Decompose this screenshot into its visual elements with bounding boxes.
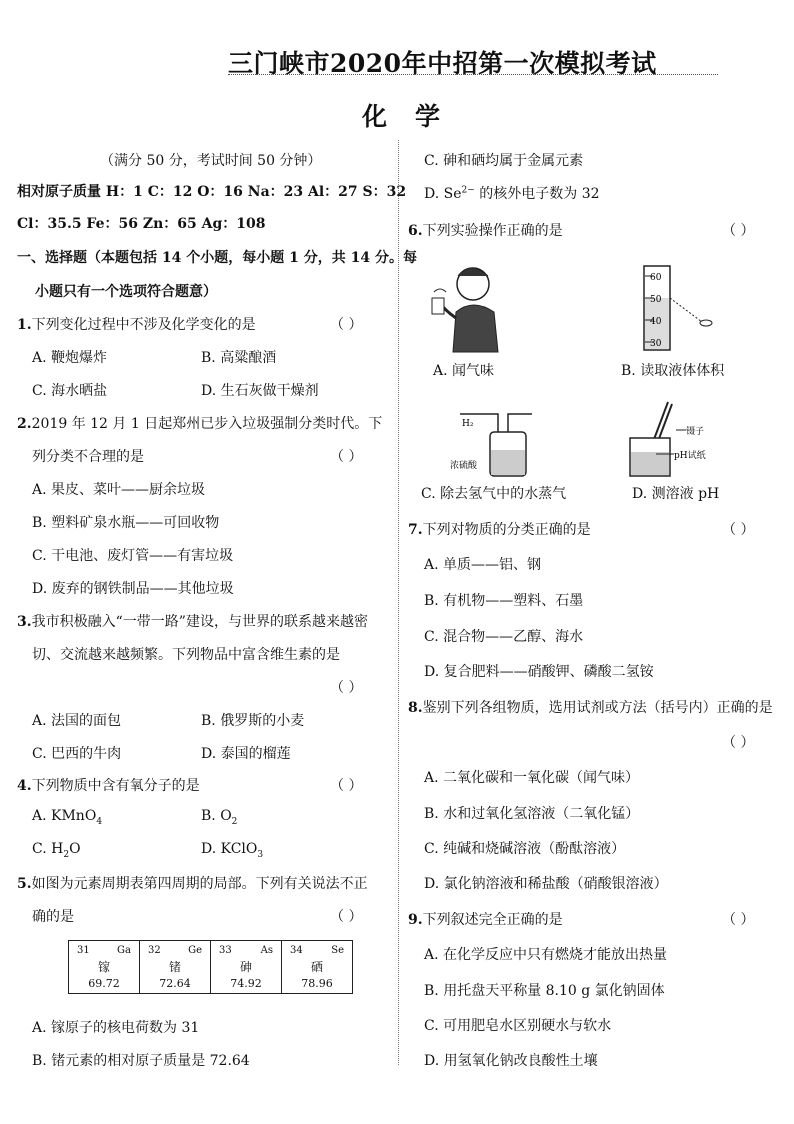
question-text: 下列变化过程中不涉及化学变化的是 <box>31 317 256 333</box>
answer-blank[interactable]: （ ） <box>330 778 363 794</box>
q2-option-d[interactable]: D. 废弃的钢铁制品——其他垃圾 <box>32 581 234 597</box>
q8-option-c[interactable]: C. 纯碱和烧碱溶液（酚酞溶液） <box>424 841 626 857</box>
element-cell-ge <box>140 941 211 994</box>
q8-option-d[interactable]: D. 氯化钠溶液和稀盐酸（硝酸银溶液） <box>424 876 668 892</box>
scale-label: 50 <box>650 295 662 305</box>
question-number: 6. <box>408 223 423 239</box>
answer-blank[interactable]: （ ） <box>330 909 363 925</box>
q2-option-b[interactable]: B. 塑料矿泉水瓶——可回收物 <box>32 515 220 531</box>
scale-label: 30 <box>650 339 662 349</box>
answer-blank[interactable]: （ ） <box>722 522 755 538</box>
acid-label: 浓硫酸 <box>450 461 478 471</box>
atomic-mass: 72.64 <box>159 977 191 990</box>
element-name: 砷 <box>239 960 252 974</box>
element-name: 硒 <box>310 960 323 974</box>
question-number: 4. <box>17 778 32 794</box>
atomic-mass-line-2: Cl：35.5 Fe：56 Zn：65 Ag：108 <box>17 216 266 232</box>
question-text: 如图为元素周期表第四周期的局部。下列有关说法不正 <box>31 876 368 892</box>
question-9-stem <box>408 909 563 929</box>
subscript: 3 <box>257 849 264 860</box>
subscript: 2 <box>63 849 70 860</box>
section-title-line-1: 一、选择题（本题包括 14 个小题，每小题 1 分，共 14 分。每 <box>17 250 417 266</box>
question-text: 2019 年 12 月 1 日起郑州已步入垃圾强制分类时代。下 <box>31 416 383 432</box>
section-title-line-2: 小题只有一个选项符合题意） <box>35 284 217 300</box>
element-symbol: Ga <box>117 945 131 956</box>
q2-option-c[interactable]: C. 干电池、废灯管——有害垃圾 <box>32 548 234 564</box>
option-text: A. KMnO <box>32 808 97 824</box>
question-text: 下列实验操作正确的是 <box>422 223 563 239</box>
question-5-stem-line-2: 确的是 <box>32 909 74 925</box>
q5-option-b[interactable]: B. 锗元素的相对原子质量是 72.64 <box>32 1053 250 1069</box>
q8-option-b[interactable]: B. 水和过氧化氢溶液（二氧化锰） <box>424 806 640 822</box>
tweezers-label: 镊子 <box>686 427 705 437</box>
q3-option-b[interactable]: B. 俄罗斯的小麦 <box>201 713 305 729</box>
q7-option-b[interactable]: B. 有机物——塑料、石墨 <box>424 593 584 609</box>
answer-blank[interactable]: （ ） <box>722 912 755 928</box>
question-2-stem-line-2: 列分类不合理的是 <box>32 449 144 465</box>
q6-option-b[interactable]: B. 读取液体体积 <box>621 363 725 379</box>
element-cell-se <box>282 941 353 994</box>
question-number: 5. <box>17 876 32 892</box>
question-number: 8. <box>408 700 423 716</box>
waft-line <box>434 289 446 292</box>
question-3-stem-line-2: 切、交流越来越频繁。下列物品中富含维生素的是 <box>32 647 340 663</box>
q4-option-a[interactable] <box>32 808 102 827</box>
answer-blank[interactable]: （ ） <box>722 223 755 239</box>
question-text: 下列物质中含有氧分子的是 <box>31 778 200 794</box>
question-number: 3. <box>17 614 32 630</box>
q1-option-d[interactable]: D. 生石灰做干燥剂 <box>201 383 319 399</box>
exam-title: 三门峡市2020年中招第一次模拟考试 <box>228 49 657 78</box>
bottle-shape <box>432 298 444 314</box>
question-text: 我市积极融入“一带一路”建设，与世界的联系越来越密 <box>31 614 368 630</box>
atomic-number: 34 <box>290 945 303 956</box>
ph-test-figure <box>620 400 730 480</box>
q1-option-c[interactable]: C. 海水晒盐 <box>32 383 108 399</box>
q9-option-a[interactable]: A. 在化学反应中只有燃烧才能放出热量 <box>424 947 668 963</box>
q4-option-d[interactable] <box>201 841 263 860</box>
atomic-mass: 69.72 <box>88 977 120 990</box>
question-number: 2. <box>17 416 32 432</box>
atomic-number: 32 <box>148 945 161 956</box>
column-divider <box>398 140 399 1065</box>
element-name: 锗 <box>168 960 181 974</box>
question-8-stem <box>408 697 773 717</box>
question-1-stem <box>17 314 256 334</box>
q5-option-d[interactable] <box>424 183 600 203</box>
question-5-stem <box>17 873 368 893</box>
scale-label: 40 <box>650 317 662 327</box>
q9-option-c[interactable]: C. 可用肥皂水区别硬水与软水 <box>424 1018 612 1034</box>
question-number: 1. <box>17 317 32 333</box>
answer-blank[interactable]: （ ） <box>330 680 363 696</box>
q3-option-d[interactable]: D. 泰国的榴莲 <box>201 746 291 762</box>
q3-option-a[interactable]: A. 法国的面包 <box>32 713 122 729</box>
element-cell-ga <box>69 941 140 994</box>
ph-paper-label: pH试纸 <box>674 451 706 461</box>
question-number: 9. <box>408 912 423 928</box>
q4-option-b[interactable] <box>201 808 237 827</box>
q3-option-c[interactable]: C. 巴西的牛肉 <box>32 746 122 762</box>
question-text: 下列叙述完全正确的是 <box>422 912 563 928</box>
element-symbol: As <box>260 945 273 956</box>
q4-option-c[interactable] <box>32 841 81 860</box>
q6-option-a[interactable]: A. 闻气味 <box>433 363 495 379</box>
atomic-number: 33 <box>219 945 232 956</box>
option-text: C. H <box>32 841 64 857</box>
question-2-stem <box>17 413 382 433</box>
q1-option-b[interactable]: B. 高粱酿酒 <box>201 350 277 366</box>
element-symbol: Se <box>331 945 344 956</box>
exam-info: （满分 50 分，考试时间 50 分钟） <box>100 153 322 169</box>
question-7-stem <box>408 519 591 539</box>
q9-option-b[interactable]: B. 用托盘天平称量 8.10 g 氯化钠固体 <box>424 983 665 999</box>
question-text: 下列对物质的分类正确的是 <box>422 522 591 538</box>
q5-option-c[interactable]: C. 砷和硒均属于金属元素 <box>424 153 584 169</box>
smelling-figure <box>418 262 508 354</box>
atomic-mass: 74.92 <box>230 977 262 990</box>
gas-washing-figure <box>450 406 540 478</box>
option-text: D. KClO <box>201 841 258 857</box>
solution-liquid <box>631 452 669 475</box>
hair-shape <box>458 268 488 276</box>
q2-option-a[interactable]: A. 果皮、菜叶——厨余垃圾 <box>32 482 206 498</box>
superscript: 2− <box>461 185 475 196</box>
option-text: D. Se <box>424 186 462 202</box>
q8-option-a[interactable]: A. 二氧化碳和一氧化碳（闻气味） <box>424 770 640 786</box>
question-text: 鉴别下列各组物质，选用试剂或方法（括号内）正确的是 <box>422 700 773 716</box>
question-number: 7. <box>408 522 423 538</box>
q5-option-a[interactable]: A. 镓原子的核电荷数为 31 <box>32 1020 200 1036</box>
answer-blank[interactable]: （ ） <box>330 317 363 333</box>
q7-option-d[interactable]: D. 复合肥料——硝酸钾、磷酸二氢铵 <box>424 664 654 680</box>
atomic-mass: 78.96 <box>301 977 333 990</box>
q7-option-a[interactable]: A. 单质——铝、钢 <box>424 557 542 573</box>
option-text: B. O <box>201 808 232 824</box>
option-text: O <box>69 841 81 857</box>
element-cell-as <box>211 941 282 994</box>
subscript: 4 <box>96 816 103 827</box>
sight-line <box>670 298 702 322</box>
question-4-stem <box>17 775 200 795</box>
title-underline <box>228 74 718 75</box>
cylinder-figure <box>630 262 720 354</box>
q1-option-a[interactable]: A. 鞭炮爆炸 <box>32 350 108 366</box>
q9-option-d[interactable]: D. 用氢氧化钠改良酸性土壤 <box>424 1053 598 1069</box>
scale-label: 60 <box>650 273 662 283</box>
subject-title: 化学 <box>362 102 469 131</box>
atomic-number: 31 <box>77 945 90 956</box>
periodic-table-excerpt <box>68 940 353 994</box>
atomic-mass-line-1: 相对原子质量 H：1 C：12 O：16 Na：23 Al：27 S：32 <box>17 184 407 200</box>
gas-label: H₂ <box>462 419 474 429</box>
element-symbol: Ge <box>188 945 202 956</box>
q7-option-c[interactable]: C. 混合物——乙醇、海水 <box>424 629 584 645</box>
element-name: 镓 <box>97 960 110 974</box>
option-text: 的核外电子数为 32 <box>474 186 600 202</box>
eye-icon <box>700 320 712 326</box>
question-3-stem <box>17 611 368 631</box>
q6-option-d[interactable]: D. 测溶液 pH <box>632 486 720 502</box>
subscript: 2 <box>231 816 238 827</box>
answer-blank[interactable]: （ ） <box>722 735 755 751</box>
q6-option-c[interactable]: C. 除去氢气中的水蒸气 <box>421 486 567 502</box>
answer-blank[interactable]: （ ） <box>330 449 363 465</box>
acid-liquid <box>491 450 525 475</box>
body-shape <box>453 305 498 352</box>
question-6-stem <box>408 220 563 240</box>
